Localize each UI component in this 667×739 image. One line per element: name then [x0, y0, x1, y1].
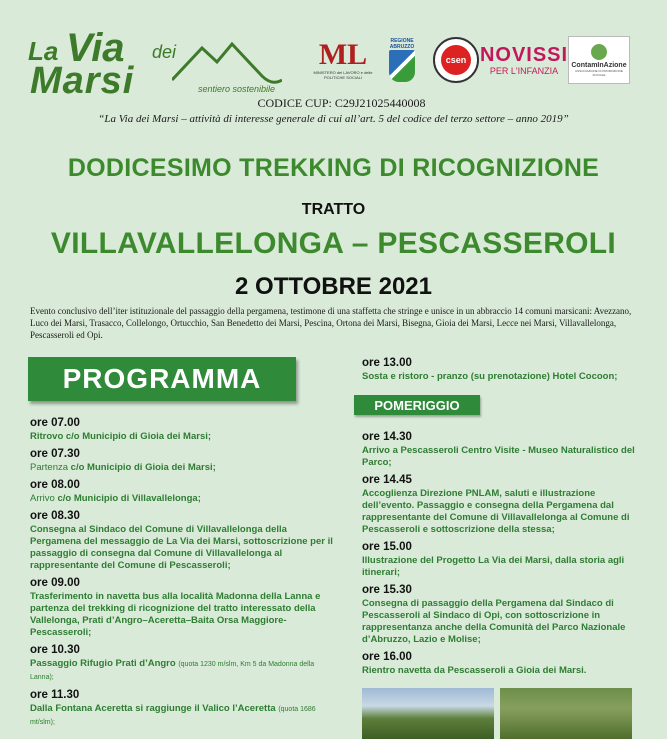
schedule-desc-text: Passaggio Rifugio Prati d’Angro — [30, 658, 176, 669]
logo-tagline: sentiero sostenibile — [198, 84, 276, 94]
schedule-item — [30, 447, 335, 474]
schedule-desc-text: Dalla Fontana Aceretta si raggiunge il Valico l’Aceretta — [30, 703, 276, 714]
schedule-desc: Illustrazione del Progetto La Via dei Marsi, dalla storia agli itinerari; — [362, 555, 625, 578]
schedule-time: ore 15.30 — [362, 584, 412, 596]
logo-via: Via — [66, 26, 125, 70]
novissi-subtitle: PER L'INFANZIA — [489, 66, 559, 76]
abruzzo-shield-icon — [389, 50, 415, 82]
schedule-desc: Consegna di passaggio della Pergamena dal Sindaco di Pescasseroli al Sindaco di Opi, con sottoscrizione in rappresentanza anche della Comunità del Parco Nazionale d’Abruzzo, Lazio e Molise; — [362, 598, 626, 645]
ministero-text: MINISTERO del LAVORO e delle POLITICHE SOCIALI — [313, 70, 373, 80]
project-note: “La Via dei Marsi – attività di interesse generale di cui all’art. 5 del codice del terzo settore – anno 2019” — [98, 113, 569, 125]
schedule-extra: (quota 1686 mt/slm); — [30, 706, 316, 726]
schedule-desc: Sosta e ristoro - pranzo (su prenotazione) Hotel Cocoon; — [362, 371, 618, 382]
lunch-item — [362, 356, 637, 383]
schedule-desc-text: c/o Municipio di Villavallelonga; — [57, 493, 201, 504]
schedule-prefix: Arrivo — [30, 493, 55, 504]
route-title: VILLAVALLELONGA – PESCASSEROLI — [50, 227, 617, 260]
contaminazione-subtitle: ASSOCIAZIONE DI PROMOZIONE SOCIALE — [575, 68, 623, 77]
schedule-desc — [30, 493, 335, 505]
intro-text: Evento conclusivo dell’iter istituzionale del passaggio della pergamena, testimone di una staffetta che stringe e unisce in un abbraccio 14 comuni marsicani: Avezzano, Luco dei Marsi, Trasacco, Collelongo, Ortucchio, San Benedetto dei Marsi, Pescina, Ortona dei Marsi, Bisegna, Gioia dei Marsi, Lecce nei Marsi, Villavallelonga, Pescasseroli ed Opi. — [30, 306, 632, 340]
logo-dei: dei — [152, 42, 177, 62]
schedule-item — [362, 540, 637, 579]
schedule-time: ore 14.30 — [362, 431, 412, 443]
abruzzo-text: REGIONE ABRUZZO — [389, 38, 415, 50]
landscape-photo — [362, 688, 494, 739]
csen-logo — [432, 36, 480, 84]
schedule-desc — [30, 462, 335, 474]
trail-photo — [500, 688, 632, 739]
csen-circle-icon — [433, 37, 479, 83]
schedule-desc-text: Ritrovo c/o Municipio di Gioia dei Marsi; — [30, 431, 212, 442]
schedule-desc: Trasferimento in navetta bus alla località Madonna della Lanna e partenza del trekking di ricognizione del tratto interessato della Vallelonga, Prati d’Angro–Aceretta–Baita Orsa Maggiore-Pescasseroli; — [30, 591, 321, 638]
schedule-item — [30, 509, 335, 572]
pomeriggio-banner: POMERIGGIO — [354, 395, 480, 415]
schedule-item — [30, 576, 335, 639]
schedule-time: ore 13.00 — [362, 357, 412, 369]
contaminazione-text: ContamInAzione — [571, 61, 627, 69]
schedule-time: ore 11.30 — [30, 689, 80, 701]
schedule-time: ore 14.45 — [362, 474, 412, 486]
morning-schedule — [30, 416, 335, 733]
schedule-desc — [30, 703, 335, 729]
schedule-item — [30, 688, 335, 729]
afternoon-schedule — [362, 430, 637, 681]
logo-la: La — [28, 36, 59, 66]
ministero-mark: ML — [318, 38, 368, 71]
la-via-dei-marsi-logo — [22, 26, 282, 106]
schedule-item — [30, 478, 335, 505]
tratto-label: TRATTO — [301, 201, 366, 218]
schedule-time: ore 10.30 — [30, 644, 80, 656]
schedule-extra: (quota 1230 m/slm, Km 5 da Madonna della Lanna); — [30, 661, 315, 681]
schedule-prefix: Partenza — [30, 462, 69, 473]
schedule-desc — [30, 431, 335, 443]
programma-banner: PROGRAMMA — [28, 357, 296, 401]
novissi-text: NOVISSI — [479, 44, 569, 66]
schedule-item — [30, 643, 335, 684]
schedule-item — [362, 473, 637, 536]
novissi-logo — [479, 36, 569, 84]
ministero-logo — [312, 36, 374, 84]
schedule-desc-text: c/o Municipio di Gioia dei Marsi; — [70, 462, 216, 473]
cup-code: CODICE CUP: C29J21025440008 — [257, 96, 426, 110]
contaminazione-icon — [591, 44, 607, 60]
schedule-desc — [30, 658, 335, 684]
schedule-time: ore 07.00 — [30, 417, 80, 429]
schedule-time: ore 08.00 — [30, 479, 80, 491]
mountain-icon — [172, 40, 282, 90]
schedule-time: ore 15.00 — [362, 541, 412, 553]
schedule-time: ore 07.30 — [30, 448, 80, 460]
schedule-desc: Consegna al Sindaco del Comune di Villavallelonga della Pergamena del messaggio de La Via dei Marsi, sottoscrizione per il passaggio di consegna dal Comune di Villavallelonga al rappresentante del Comune di Pescasseroli; — [30, 524, 333, 571]
schedule-item — [362, 650, 637, 677]
schedule-item — [30, 416, 335, 443]
regione-abruzzo-logo — [384, 36, 420, 84]
schedule-item — [362, 430, 637, 469]
schedule-desc: Accoglienza Direzione PNLAM, saluti e illustrazione dell’evento. Passaggio e consegna della Pergamena dal rappresentante del Comune di Villavallelonga al Comune di Pescasseroli e sottoscrizione della stessa; — [362, 488, 630, 535]
schedule-time: ore 09.00 — [30, 577, 80, 589]
csen-text: csen — [441, 45, 471, 75]
logo-marsi: Marsi — [30, 60, 135, 102]
event-title: DODICESIMO TREKKING DI RICOGNIZIONE — [67, 154, 600, 182]
schedule-desc: Rientro navetta da Pescasseroli a Gioia dei Marsi. — [362, 665, 587, 676]
schedule-time: ore 16.00 — [362, 651, 412, 663]
schedule-time: ore 08.30 — [30, 510, 80, 522]
schedule-item — [362, 583, 637, 646]
event-date: 2 OTTOBRE 2021 — [235, 273, 432, 300]
contaminazione-logo — [568, 36, 630, 84]
schedule-desc: Arrivo a Pescasseroli Centro Visite - Museo Naturalistico del Parco; — [362, 445, 635, 468]
